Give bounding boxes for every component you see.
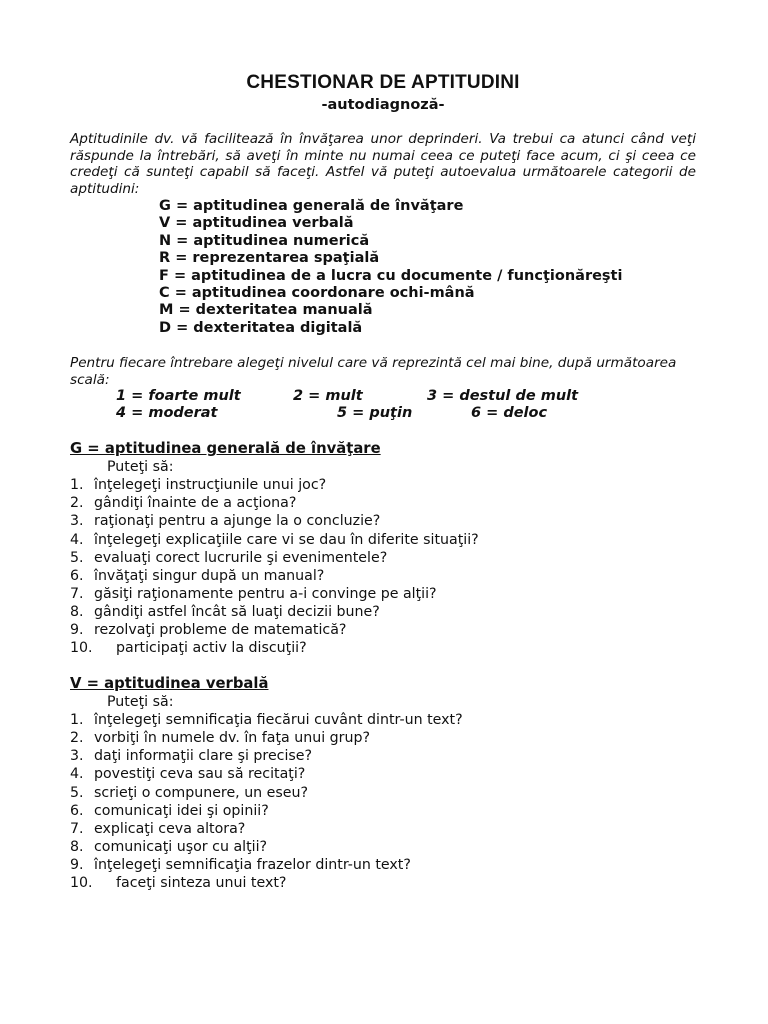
category-item: D = dexteritatea digitală xyxy=(159,319,363,336)
scale-item-6: 6 = deloc xyxy=(471,405,548,422)
question-item xyxy=(70,512,696,530)
question-text: comunicaţi uşor cu alţii? xyxy=(94,838,268,855)
question-text: raţionaţi pentru a ajunge la o concluzie? xyxy=(94,513,381,530)
scale-item-1: 1 = foarte mult xyxy=(116,388,241,405)
question-number: 3. xyxy=(70,748,84,765)
question-number: 10. xyxy=(70,640,93,657)
question-text: înţelegeţi semnificaţia fiecărui cuvânt dintr-un text? xyxy=(94,712,463,729)
question-text: explicaţi ceva altora? xyxy=(94,820,246,837)
question-item xyxy=(70,856,696,874)
section-heading-g: G = aptitudinea generală de învăţare xyxy=(70,440,381,458)
question-text: scrieţi o compunere, un eseu? xyxy=(94,784,309,801)
scale-item-2: 2 = mult xyxy=(293,388,363,405)
category-item: G = aptitudinea generală de învăţare xyxy=(159,198,464,214)
question-text: gândiţi înainte de a acţiona? xyxy=(94,495,297,512)
document-title: CHESTIONAR DE APTITUDINI xyxy=(246,72,520,93)
question-number: 5. xyxy=(70,549,84,566)
question-number: 9. xyxy=(70,856,84,873)
question-text: găsiţi raţionamente pentru a-i convinge pe alţii? xyxy=(94,585,437,602)
question-text: vorbiţi în numele dv. în faţa unui grup? xyxy=(94,730,371,747)
question-item xyxy=(70,494,696,512)
rating-scale xyxy=(70,388,696,422)
question-text: evaluaţi corect lucrurile şi evenimentele? xyxy=(94,549,388,566)
question-item xyxy=(70,711,696,729)
category-item: F = aptitudinea de a lucra cu documente / funcţionăreşti xyxy=(159,267,623,284)
category-item: C = aptitudinea coordonare ochi-mână xyxy=(159,285,475,302)
section-heading-v: V = aptitudinea verbală xyxy=(70,675,269,693)
scale-intro: Pentru fiecare întrebare alegeţi nivelul care vă reprezintă cel mai bine, după următoarea scală: xyxy=(70,355,677,388)
question-item xyxy=(70,874,696,892)
question-text: daţi informaţii clare şi precise? xyxy=(94,748,313,765)
question-list-v xyxy=(70,711,696,892)
question-item xyxy=(70,549,696,567)
question-number: 2. xyxy=(70,730,84,747)
question-item xyxy=(70,603,696,621)
question-number: 9. xyxy=(70,622,84,638)
question-number: 4. xyxy=(70,531,84,548)
question-number: 4. xyxy=(70,766,84,783)
question-number: 7. xyxy=(70,585,84,602)
question-item xyxy=(70,784,696,802)
document-page xyxy=(70,72,696,892)
question-number: 7. xyxy=(70,820,84,837)
scale-item-4: 4 = moderat xyxy=(116,405,218,422)
question-number: 6. xyxy=(70,567,84,584)
category-item: V = aptitudinea verbală xyxy=(159,215,354,232)
question-number: 5. xyxy=(70,784,84,801)
question-item xyxy=(70,621,696,639)
question-item xyxy=(70,729,696,747)
question-item xyxy=(70,838,696,856)
question-text: faceţi sinteza unui text? xyxy=(116,875,287,892)
question-number: 8. xyxy=(70,838,84,855)
question-text: povestiţi ceva sau să recitaţi? xyxy=(94,766,306,783)
scale-item-5: 5 = puţin xyxy=(337,405,413,422)
intro-paragraph: Aptitudinile dv. vă facilitează în învăţarea unor deprinderi. Va trebui ca atunci când veţi răspunde la întrebări, să aveţi în minte nu numai ceea ce puteţi face acum, ci şi ceea ce credeţi că sunteţi capabil să faceţi. Astfel vă puteţi autoevalua următoarele categorii de aptitudini: xyxy=(70,131,696,197)
question-item xyxy=(70,802,696,820)
question-text: înţelegeţi semnificaţia frazelor dintr-un text? xyxy=(94,856,411,873)
question-number: 8. xyxy=(70,603,84,620)
question-text: înţelegeţi explicaţiile care vi se dau în diferite situaţii? xyxy=(94,531,479,548)
category-item: R = reprezentarea spaţială xyxy=(159,250,380,267)
question-item xyxy=(70,765,696,783)
section-prompt: Puteţi să: xyxy=(107,459,174,476)
question-item xyxy=(70,531,696,549)
question-item xyxy=(70,820,696,838)
question-text: comunicaţi idei şi opinii? xyxy=(94,802,269,819)
question-item xyxy=(70,747,696,765)
question-number: 3. xyxy=(70,513,84,530)
question-number: 1. xyxy=(70,477,84,494)
question-number: 2. xyxy=(70,495,84,512)
category-item: N = aptitudinea numerică xyxy=(159,232,370,249)
category-item: M = dexteritatea manuală xyxy=(159,302,373,319)
question-text: participaţi activ la discuţii? xyxy=(116,640,307,657)
category-list xyxy=(70,198,696,337)
question-number: 6. xyxy=(70,802,84,819)
question-text: rezolvaţi probleme de matematică? xyxy=(94,622,347,638)
question-text: învăţaţi singur după un manual? xyxy=(94,567,325,584)
question-number: 10. xyxy=(70,875,93,892)
scale-item-3: 3 = destul de mult xyxy=(427,388,579,405)
question-text: gândiţi astfel încât să luaţi decizii bune? xyxy=(94,603,380,620)
question-number: 1. xyxy=(70,712,84,729)
question-text: înţelegeţi instrucţiunile unui joc? xyxy=(94,477,327,494)
question-item xyxy=(70,476,696,494)
section-prompt: Puteţi să: xyxy=(107,694,174,711)
document-subtitle: -autodiagnoză- xyxy=(321,97,445,113)
question-item xyxy=(70,585,696,603)
question-item xyxy=(70,567,696,585)
question-list-g xyxy=(70,476,696,657)
question-item xyxy=(70,639,696,657)
